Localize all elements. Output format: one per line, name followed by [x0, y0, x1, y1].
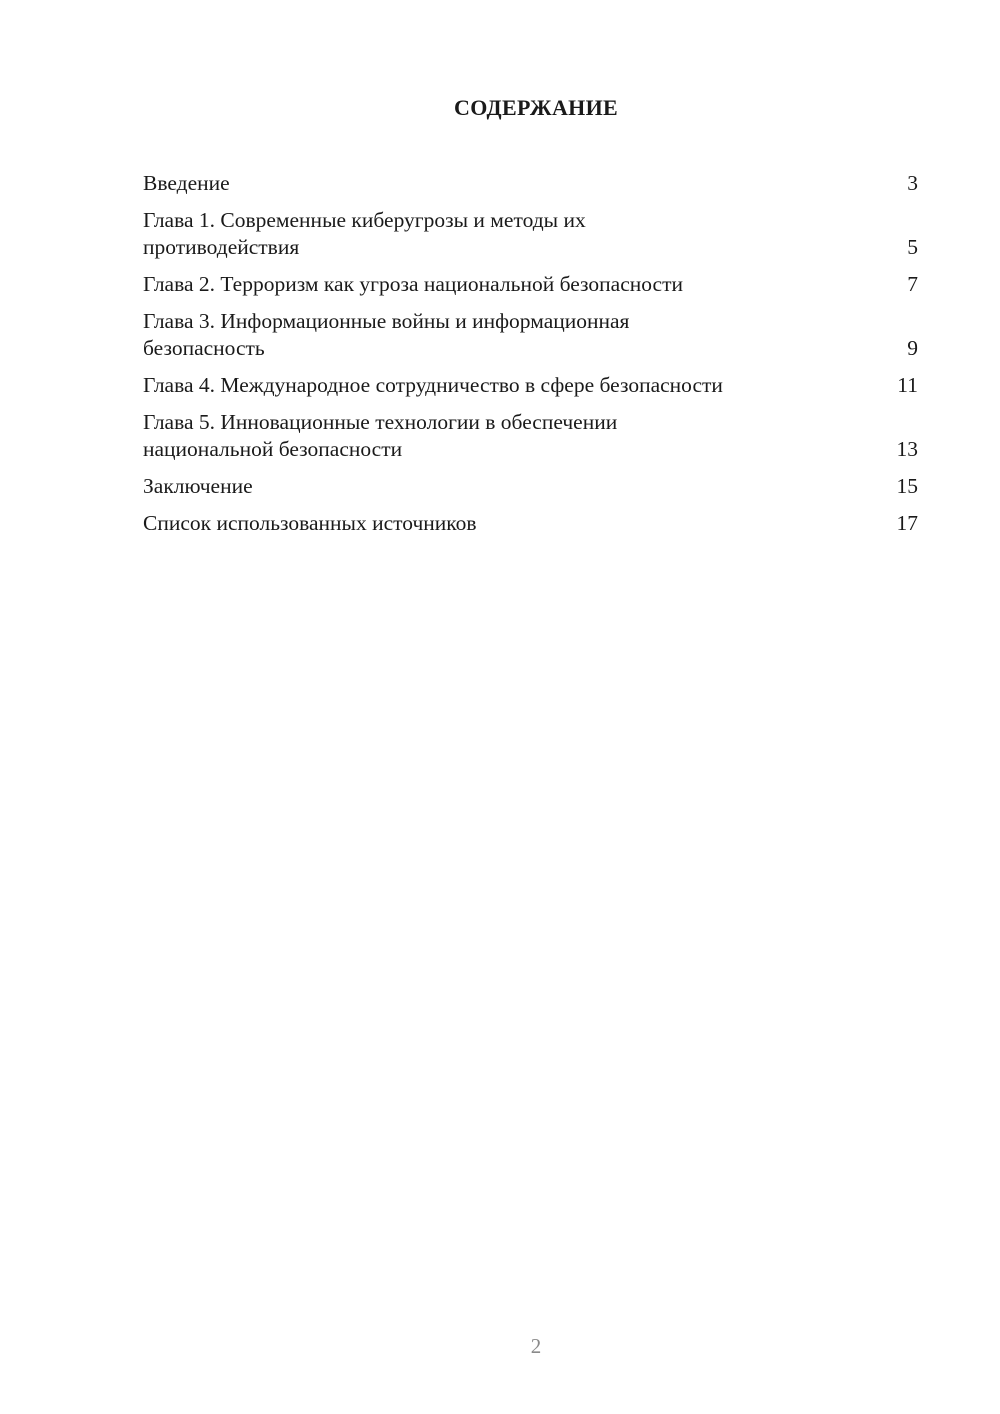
toc-entry-title	[143, 207, 833, 261]
toc-entry-title	[143, 271, 833, 298]
toc-entry-page: 3	[907, 171, 918, 195]
toc-entry-title	[143, 409, 833, 463]
toc-entry-page: 11	[897, 373, 918, 397]
toc-entry-conclusion	[143, 473, 918, 500]
page-number: 2	[530, 1334, 542, 1358]
page-title: СОДЕРЖАНИЕ	[454, 95, 618, 120]
toc-entry-chapter-4	[143, 372, 918, 399]
toc-entry-references	[143, 510, 918, 537]
toc-entry-page: 7	[907, 272, 918, 296]
table-of-contents	[143, 170, 918, 547]
toc-entry-title-line: Глава 3. Информационные войны и информационная	[143, 309, 630, 333]
toc-entry-introduction	[143, 170, 918, 197]
toc-entry-title-line: Введение	[143, 171, 230, 195]
toc-entry-title-line: Глава 1. Современные киберугрозы и методы их	[143, 208, 586, 232]
toc-entry-page: 15	[896, 474, 918, 498]
toc-entry-title-line: Глава 5. Инновационные технологии в обеспечении	[143, 410, 618, 434]
toc-entry-title-line: национальной безопасности	[143, 437, 403, 461]
toc-entry-page: 9	[907, 336, 918, 360]
toc-entry-title	[143, 510, 833, 537]
toc-entry-title-line: Список использованных источников	[143, 511, 477, 535]
toc-entry-title	[143, 372, 833, 399]
toc-entry-title-line: Заключение	[143, 474, 253, 498]
toc-entry-title	[143, 473, 833, 500]
toc-entry-chapter-5	[143, 409, 918, 463]
toc-entry-title-line: Глава 4. Международное сотрудничество в сфере безопасности	[143, 373, 723, 397]
toc-entry-page: 17	[896, 511, 918, 535]
toc-entry-chapter-1	[143, 207, 918, 261]
toc-entry-page: 13	[896, 437, 918, 461]
toc-entry-title	[143, 308, 833, 362]
toc-entry-title-line: Глава 2. Терроризм как угроза национальной безопасности	[143, 272, 683, 296]
toc-entry-chapter-3	[143, 308, 918, 362]
toc-entry-title	[143, 170, 833, 197]
toc-entry-title-line: противодействия	[143, 235, 300, 259]
toc-entry-chapter-2	[143, 271, 918, 298]
toc-entry-page: 5	[907, 235, 918, 259]
toc-entry-title-line: безопасность	[143, 336, 265, 360]
